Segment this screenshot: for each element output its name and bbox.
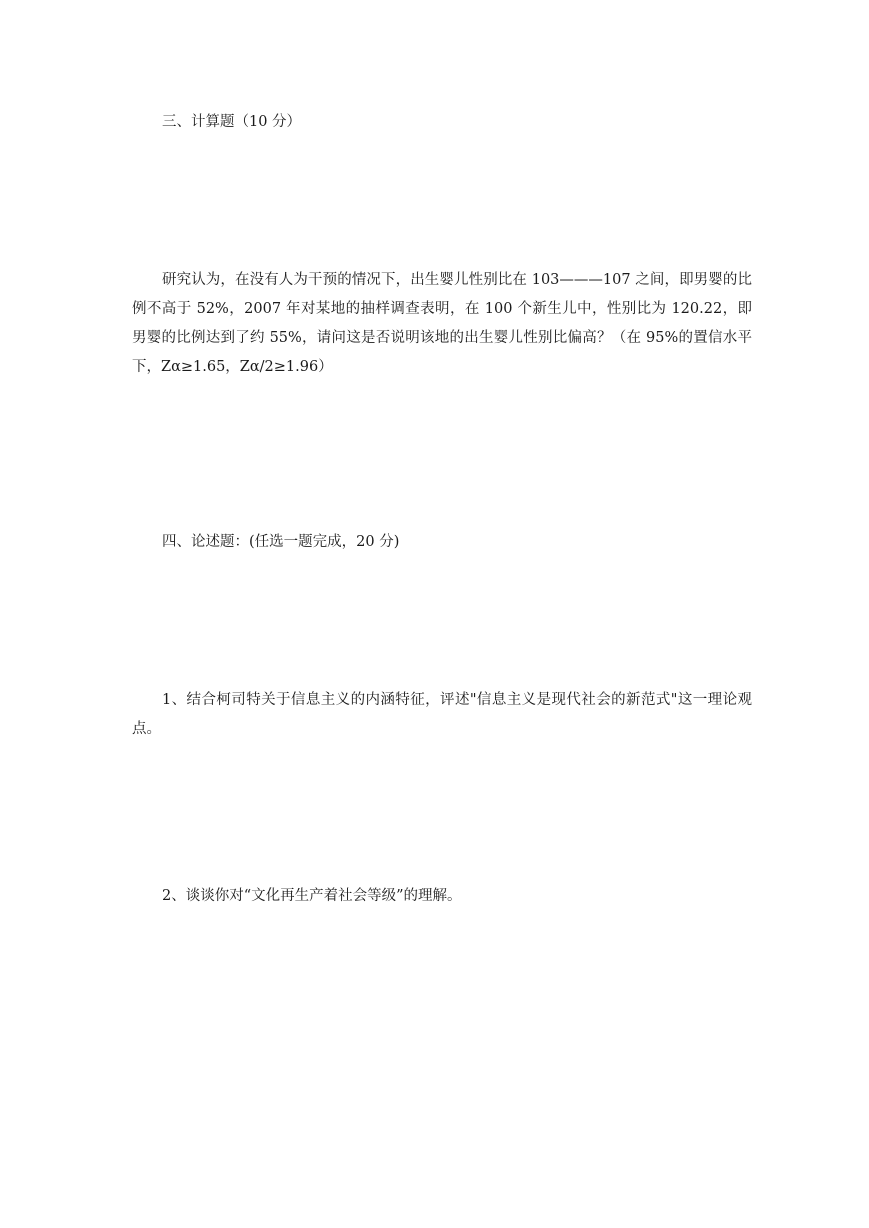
calculation-problem-text: 研究认为，在没有人为干预的情况下，出生婴儿性别比在 103———107 之间，即男婴的比例不高于 52%，2007 年对某地的抽样调查表明，在 100 个新生儿中，性别比为 120.22，即男婴的比例达到了约 55%，请问这是否说明该地的出生婴儿性别比偏高？（在 95%的置信水平下，Zα≥1.65，Zα/2≥1.96） [132,272,752,375]
section-4-heading: 四、论述题：(任选一题完成，20 分) [162,534,400,550]
essay-question-2: 2、谈谈你对“文化再生产着社会等级”的理解。 [162,888,462,904]
section-3-heading: 三、计算题（10 分） [162,114,302,130]
essay-question-1: 1、结合柯司特关于信息主义的内涵特征，评述"信息主义是现代社会的新范式"这一理论观点。 [132,692,752,737]
